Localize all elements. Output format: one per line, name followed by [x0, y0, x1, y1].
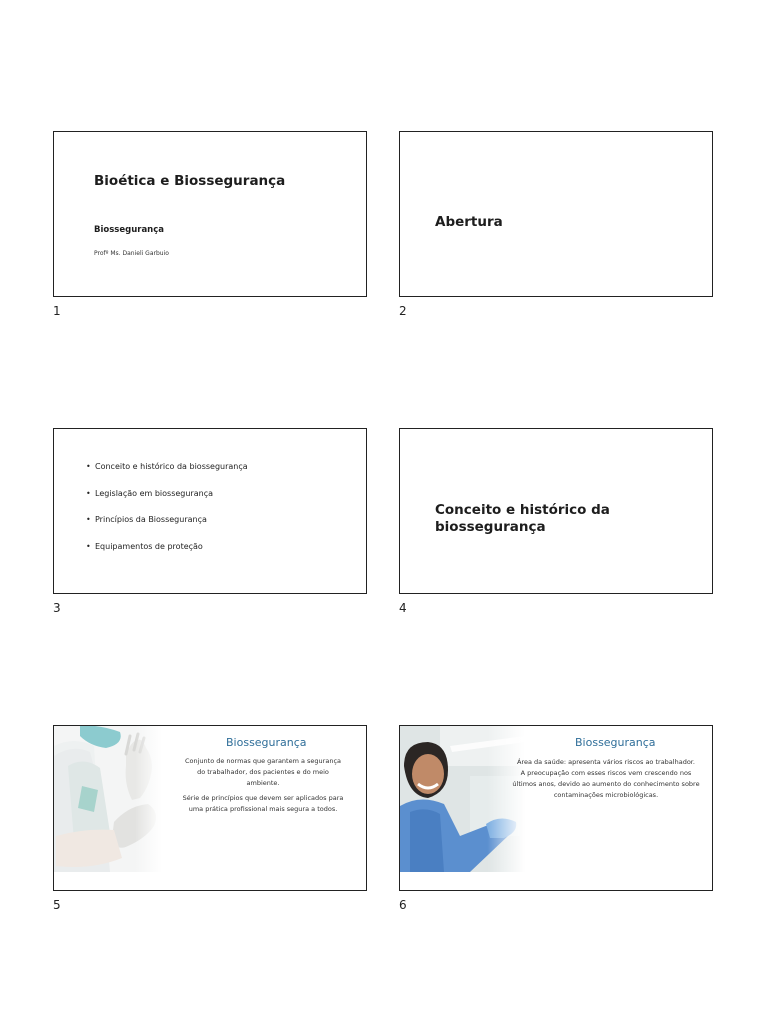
list-item-text: Equipamentos de proteção [95, 541, 203, 551]
list-item-text: Legislação em biossegurança [95, 488, 213, 498]
slide-5 [53, 725, 367, 891]
slide-number: 1 [53, 304, 61, 318]
slide-title: Biossegurança [575, 736, 656, 749]
slide-title: Biossegurança [226, 736, 307, 749]
list-item: • Princípios da Biossegurança [86, 515, 207, 524]
paragraph: Série de princípios que devem ser aplicados para uma prática profissional mais segura a todos. [182, 794, 344, 813]
slide-6 [399, 725, 713, 891]
slide-2 [399, 131, 713, 297]
lab-worker-photo-image [400, 726, 525, 872]
slide-title: Bioética e Biossegurança [94, 173, 286, 189]
slide-subtitle: Biossegurança [94, 225, 165, 235]
list-item: • Conceito e histórico da biossegurança [86, 462, 248, 471]
slide-title: Abertura [435, 214, 503, 230]
slide-3 [53, 428, 367, 594]
paragraph: A preocupação com esses riscos vem crescendo nos últimos anos, devido ao aumento do conhecimento sobre contaminações microbiológicas. [512, 769, 700, 799]
list-item: • Legislação em biossegurança [86, 488, 213, 498]
list-item-text: Conceito e histórico da biossegurança [95, 462, 248, 471]
bullet-list [86, 462, 248, 568]
slide-number: 6 [399, 898, 407, 912]
slide-number: 2 [399, 304, 407, 318]
slide-4 [399, 428, 713, 594]
slide-body [180, 756, 346, 819]
paragraph: Conjunto de normas que garantem a segurança do trabalhador, dos pacientes e do meio ambiente. [184, 757, 342, 787]
slide-title: Conceito e histórico da biossegurança [435, 502, 610, 535]
slide-body [512, 757, 700, 801]
slide-number: 3 [53, 601, 61, 615]
paragraph: Área da saúde: apresenta vários riscos ao trabalhador. [517, 758, 695, 766]
slide-number: 4 [399, 601, 407, 615]
slide-1 [53, 131, 367, 297]
slide-number: 5 [53, 898, 61, 912]
list-item: • Equipamentos de proteção [86, 541, 203, 551]
slide-author: Profº Ms. Danieli Garbuio [94, 250, 169, 257]
health-worker-gloves-image [54, 726, 162, 872]
list-item-text: Princípios da Biossegurança [95, 515, 207, 524]
